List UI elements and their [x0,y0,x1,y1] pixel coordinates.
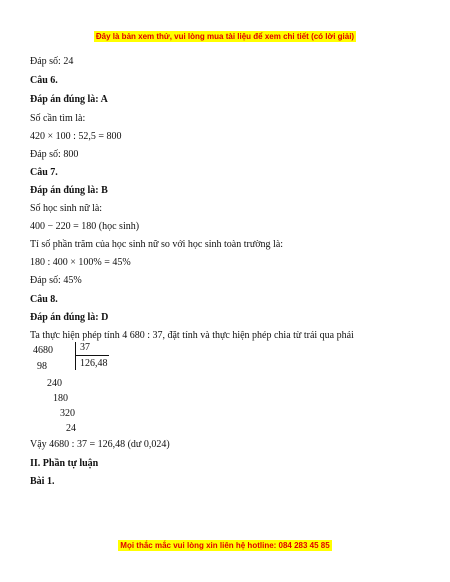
question-heading: Câu 8. [30,294,58,305]
hotline-text: Mọi thắc mắc vui lòng xin liên hệ hotline: 084 283 45 85 [120,541,330,550]
text-line: Tỉ số phần trăm của học sinh nữ so với học sinh toàn trường là: [30,239,284,250]
answer-line: Đáp số: 800 [30,149,79,160]
exercise-heading: Bài 1. [30,476,55,487]
text-line: Ta thực hiện phép tính 4 680 : 37, đặt tính và thực hiện phép chia từ trái qua phải [30,330,354,341]
text-line: Số cần tìm là: [30,113,86,124]
correct-answer: Đáp án đúng là: A [30,94,108,105]
math-line: 400 − 220 = 180 (học sinh) [30,221,140,232]
division-vertical-bar [75,342,76,370]
division-dividend: 4680 [33,345,53,356]
division-remainder: 180 [53,393,68,404]
division-remainder: 24 [66,423,76,434]
division-divisor: 37 [80,342,90,353]
math-line: 420 × 100 : 52,5 = 800 [30,131,122,142]
division-remainder: 240 [47,378,62,389]
division-remainder: 320 [60,408,75,419]
text-line: Số học sinh nữ là: [30,203,103,214]
correct-answer: Đáp án đúng là: D [30,312,109,323]
answer-line: Đáp số: 24 [30,56,74,67]
division-horizontal-bar [75,355,109,356]
division-quotient: 126,48 [80,358,108,369]
hotline-footer [0,535,450,553]
question-heading: Câu 6. [30,75,58,86]
correct-answer: Đáp án đúng là: B [30,185,108,196]
preview-banner-text: Đây là bản xem thử, vui lòng mua tài liệu để xem chi tiết (có lời giải) [95,32,355,41]
answer-line: Đáp số: 45% [30,275,82,286]
section-heading: II. Phần tự luận [30,458,99,469]
division-remainder: 98 [37,361,47,372]
math-line: 180 : 400 × 100% = 45% [30,257,131,268]
question-heading: Câu 7. [30,167,58,178]
result-line: Vậy 4680 : 37 = 126,48 (dư 0,024) [30,439,170,450]
preview-banner [0,26,450,44]
